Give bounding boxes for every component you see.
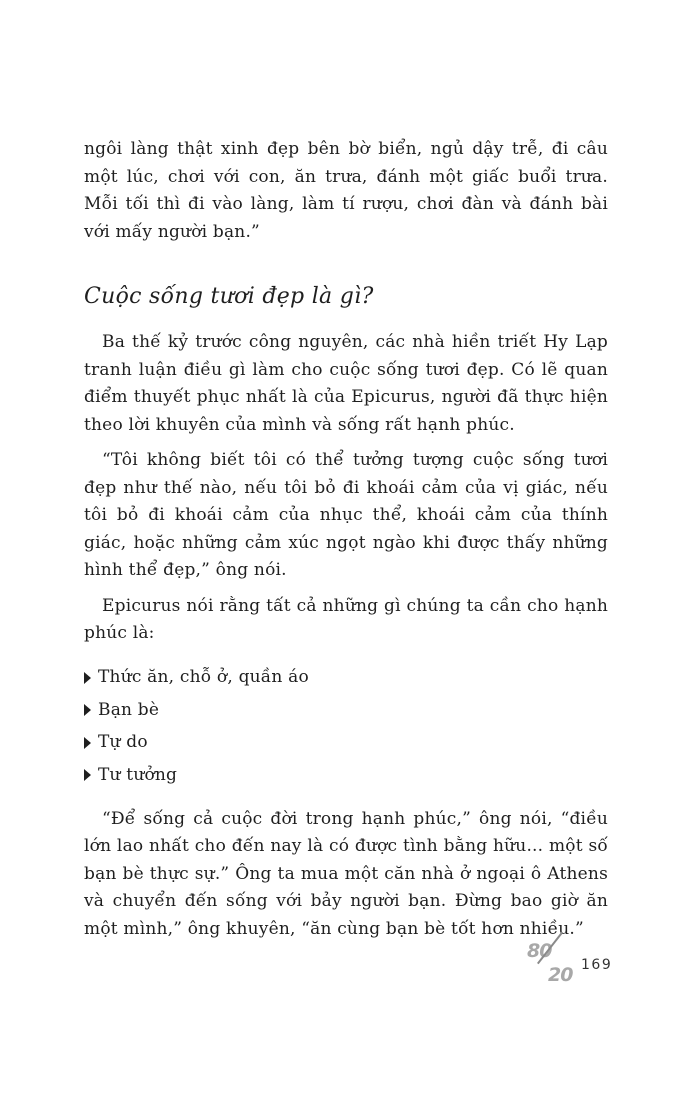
- list-item: [84, 662, 608, 695]
- list-item-text: Tư tưởng: [98, 764, 178, 785]
- page-number: 169: [581, 957, 613, 973]
- triangle-bullet-icon: [84, 737, 91, 749]
- closing-paragraph: “Để sống cả cuộc đời trong hạnh phúc,” ông nói, “điều lớn lao nhất cho đến nay là có được tình bằng hữu... một số bạn bè thực sự.” Ông ta mua một căn nhà ở ngoại ô Athens và chuyển đến sống với bảy người bạn. Đừng bao giờ ăn một mình,” ông khuyên, “ăn cùng bạn bè tốt hơn nhiều.”: [84, 808, 608, 939]
- paragraph-quote: “Tôi không biết tôi có thể tưởng tượng cuộc sống tươi đẹp như thế nào, nếu tôi bỏ đi khoái cảm của vị giác, nếu tôi bỏ đi khoái cảm của nhục thể, khoái cảm của thính giác, hoặc những cảm xúc ngọt ngào khi được thấy những hình thể đẹp,” ông nói.: [84, 450, 608, 580]
- logo-number-top: 80: [527, 940, 552, 962]
- paragraph-history: Ba thế kỷ trước công nguyên, các nhà hiền triết Hy Lạp tranh luận điều gì làm cho cuộc sống tươi đẹp. Có lẽ quan điểm thuyết phục nhất là của Epicurus, người đã thực hiện theo lời khuyên của mình và sống rất hạnh phúc.: [84, 332, 608, 435]
- page-footer: [525, 940, 615, 990]
- opening-paragraph: ngôi làng thật xinh đẹp bên bờ biển, ngủ dậy trễ, đi câu một lúc, chơi với con, ăn trưa, đánh một giấc buổi trưa. Mỗi tối thì đi vào làng, làm tí rượu, chơi đàn và đánh bài với mấy người bạn.”: [84, 139, 608, 242]
- list-item-text: Bạn bè: [98, 699, 160, 720]
- section-heading: Cuộc sống tươi đẹp là gì?: [84, 284, 374, 309]
- list-item-text: Tự do: [98, 732, 148, 752]
- list-item: [84, 727, 608, 760]
- page-body: [84, 136, 608, 943]
- list-item: [84, 694, 608, 727]
- triangle-bullet-icon: [84, 704, 91, 716]
- triangle-bullet-icon: [84, 672, 91, 684]
- happiness-list: [84, 662, 608, 792]
- list-item-text: Thức ăn, chỗ ở, quần áo: [98, 667, 309, 687]
- triangle-bullet-icon: [84, 769, 91, 781]
- list-item: [84, 759, 608, 792]
- logo-number-bottom: 20: [548, 964, 573, 986]
- paragraph-list-intro: Epicurus nói rằng tất cả những gì chúng ta cần cho hạnh phúc là:: [84, 595, 608, 643]
